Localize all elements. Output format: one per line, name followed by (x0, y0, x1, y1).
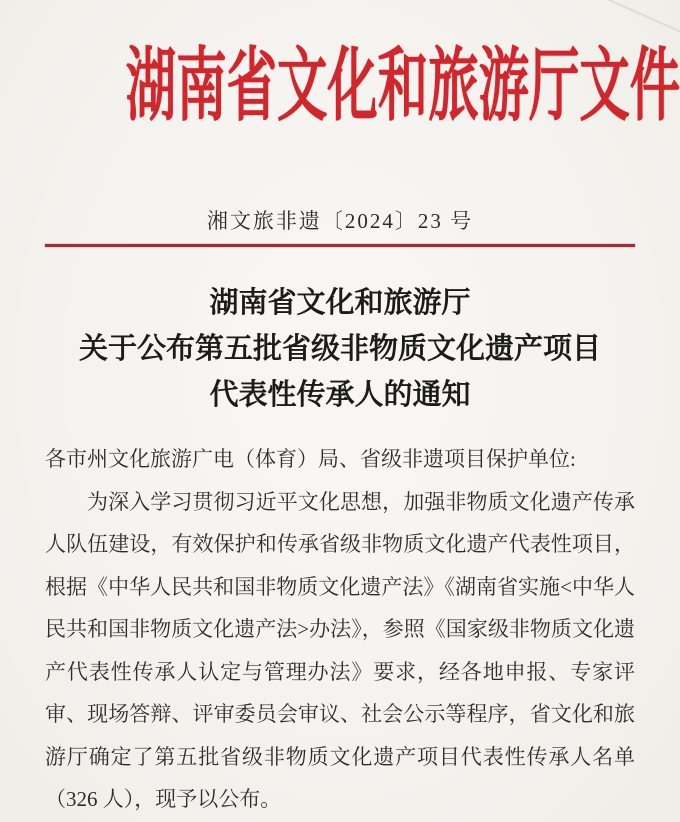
salutation-line: 各市州文化旅游广电（体育）局、省级非遗项目保护单位: (45, 447, 576, 471)
title-line-subject: 关于公布第五批省级非物质文化遗产项目 (78, 333, 601, 365)
scan-artifact-line (583, 0, 680, 42)
document-title (0, 280, 680, 418)
body-paragraph: 为深入学习贯彻习近平文化思想，加强非物质文化遗产传承人队伍建设，有效保护和传承省级非物质文化遗产代表性项目，根据《中华人民共和国非物质文化遗产法》《湖南省实施<中华人民共和国非物质文化遗产法>办法》，参照《国家级非物质文化遗产代表性传承人认定与管理办法》要求，经各地申报、专家评审、现场答辩、评审委员会审议、社会公示等程序，省文化和旅游厅确定了第五批省级非物质文化遗产项目代表性传承人名单（326 人），现予以公布。 (45, 489, 635, 811)
document-header-title: 湖南省文化和旅游厅文件 (125, 43, 680, 131)
red-divider-line (45, 244, 635, 247)
title-line-notice: 代表性传承人的通知 (209, 379, 471, 411)
document-body (45, 438, 635, 821)
doc-reference-number: 湘文旅非遗〔2024〕23 号 (206, 209, 474, 233)
title-line-issuer: 湖南省文化和旅游厅 (209, 287, 471, 319)
